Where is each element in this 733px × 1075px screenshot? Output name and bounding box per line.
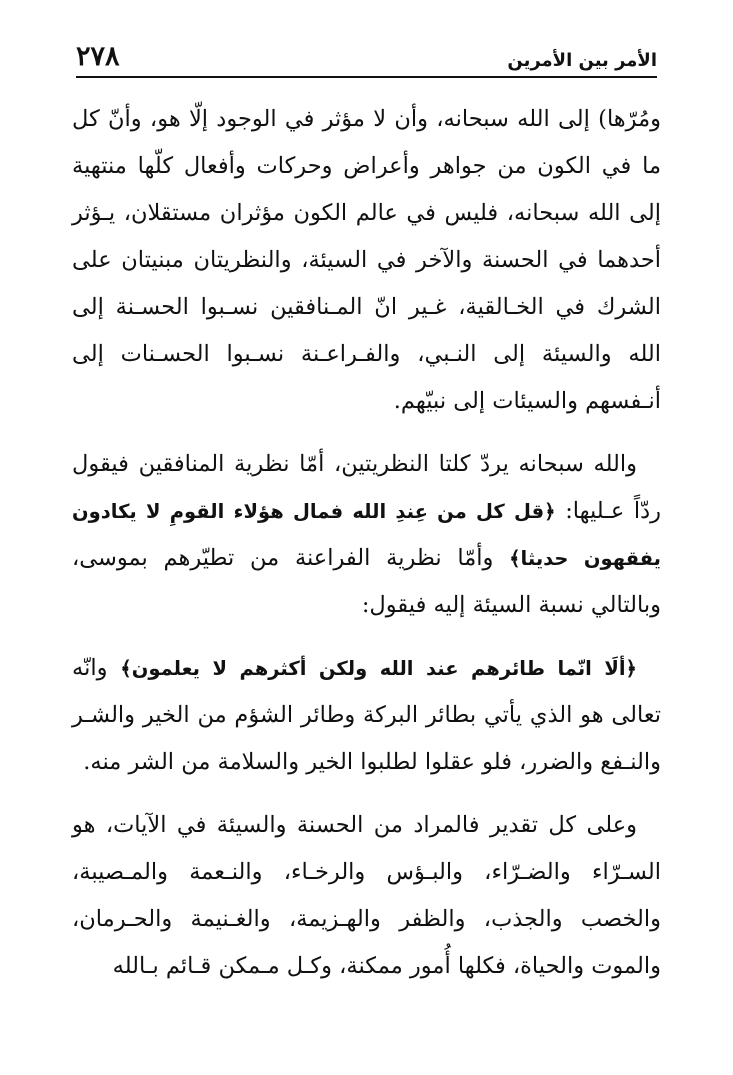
running-title: الأمر بين الأمرين <box>507 50 657 71</box>
paragraph <box>72 441 661 629</box>
paragraph-text: والله سبحانه يردّ كلتا النظريتين، أمّا نظرية المنافقين فيقول ردّاً عـليها: <box>72 451 661 524</box>
paragraph-text: وانّه تعالى هو الذي يأتي بطائر البركة وطائر الشؤم من الخير والشـر والنـفع والضرر، فلو عقلوا لطلبوا الخير والسلامة من الشر منه. <box>72 655 661 775</box>
page-header <box>76 34 657 78</box>
paragraph <box>72 802 661 990</box>
body-text <box>72 96 661 990</box>
paragraph-text: وأمّا نظرية الفراعنة من تطيّرهم بموسى، وبالتالي نسبة السيئة إليه فيقول: <box>72 545 661 618</box>
paragraph-text: ومُرّها) إلى الله سبحانه، وأن لا مؤثر في الوجود إلّا هو، وأنّ كل ما في الكون من جواهر وأعراض وحركات وأفعال كلّها منتهية إلى الله سبحانه، فليس في عالم الكون مؤثران مستقلان، يـؤثر أحدهما في الحسنة والآخر في السيئة، والنظريتان مبنيتان على الشرك في الخـالقية، غـير انّ المـنافقين نسـبوا الحسـنة إلى الله والسيئة إلى النـبي، والفـراعـنة نسـبوا الحسـنات إلى أنـفسهم والسيئات إلى نبيّهم. <box>72 106 661 414</box>
paragraph-text: وعلى كل تقدير فالمراد من الحسنة والسيئة في الآيات، هو السـرّاء والضـرّاء، والبـؤس والرخـاء، والنـعمة والمـصيبة، والخصب والجذب، والظفر والهـزيمة، والغـنيمة والحـرمان، والموت والحياة، فكلها أُمور ممكنة، وكـل مـمكن قـائم بـالله <box>72 812 661 979</box>
quran-verse: ﴿ألَا انّما طائرهم عند الله ولكن أكثرهم لا يعلمون﴾ <box>120 657 637 680</box>
page-number: ٢٧٨ <box>76 41 120 72</box>
paragraph <box>72 645 661 786</box>
quran-verse: ﴿قل كل من عِندِ الله فمال هؤلاء القومِ لا يكادون يفقهون حديثا﴾ <box>72 500 661 570</box>
paragraph <box>72 96 661 425</box>
